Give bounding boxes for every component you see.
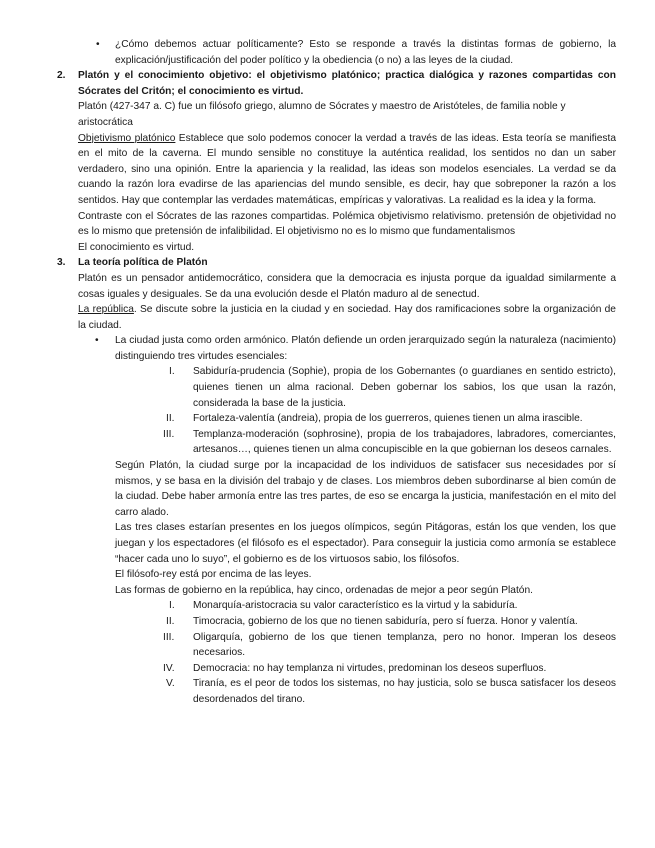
bullet-marker: • — [96, 39, 100, 50]
virtue-item — [163, 427, 616, 458]
intro-bullet — [96, 37, 616, 68]
government-form-item — [169, 598, 616, 614]
roman-numeral: II. — [166, 615, 175, 627]
roman-numeral: III. — [163, 631, 175, 643]
filosofo-rey-line: El filósofo-rey está por encima de las leyes. — [115, 569, 312, 581]
plato-bio: Platón (427-347 a. C) fue un filósofo griego, alumno de Sócrates y maestro de Aristóteles, de familia noble y aristocrática — [78, 101, 566, 128]
origen-ciudad-paragraph: Según Platón, la ciudad surge por la incapacidad de los individuos de satisfacer sus necesidades por sí mismos, y se basa en la división del trabajo y de clases. Los miembros deben subordinarse al bien común de la ciudad. Debe haber armonía entre las tres partes, de eso se encarga la justicia, manifestación en el mito del carro alado. — [115, 460, 616, 518]
bullet-text: La ciudad justa como orden armónico. Platón defiende un orden jerarquizado según la naturaleza (nacimiento) distinguiendo tres virtudes esenciales: — [115, 335, 616, 362]
section-number: 2. — [57, 70, 66, 82]
government-form-text: Monarquía-aristocracia su valor característico es la virtud y la sabiduría. — [193, 600, 518, 612]
ciudad-justa-bullet — [95, 333, 616, 364]
roman-numeral: V. — [166, 678, 175, 690]
objetivismo-text: Establece que solo podemos conocer la verdad a través de las ideas. Esta teoría se manifiesta en el mito de la caverna. El mundo sensible no constituye la auténtica realidad, los sentidos no dan un saber verdadero, sino una opinión. Entre la apariencia y la realidad, las ideas son modelos esenciales. La verdad se da cuando la razón lora evadirse de las apariencias del mundo sensible, es decir, hay que sobreponer la razón a los sentidos. Hay que contemplar las verdades matemáticas, empíricas y valorativas. La realidad es la idea y la forma. — [78, 132, 616, 206]
republica-text: . Se discute sobre la justicia en la ciudad y en sociedad. Hay dos ramificaciones sobre la organización de la ciudad. — [78, 304, 616, 331]
virtue-item — [169, 364, 616, 411]
virtue-text: Sabiduría-prudencia (Sophie), propia de los Gobernantes (o guardianes en sentido estricto), quienes tienen un alma racional. Deben gobernar los sabios, los que usan la razón, considerada la base de la justicia. — [193, 366, 616, 409]
section-number: 3. — [57, 257, 66, 269]
objetivismo-paragraph — [78, 131, 616, 209]
heading-text: La teoría política de Platón — [78, 257, 208, 269]
roman-numeral: II. — [166, 413, 175, 425]
heading-text: Platón y el conocimiento objetivo: el objetivismo platónico; practica dialógica y razones compartidas con Sócrates del Critón; el conocimiento es virtud. — [78, 70, 616, 97]
section-3-heading — [57, 255, 616, 271]
roman-numeral: III. — [163, 428, 175, 440]
bullet-text: ¿Cómo debemos actuar políticamente? Esto se responde a través la distintas formas de gobierno, la explicación/justificación del poder político y la obediencia (o no) a las leyes de la ciudad. — [115, 39, 616, 66]
government-form-text: Timocracia, gobierno de los que no tienen sabiduría, pero sí fuerza. Honor y valentía. — [193, 615, 578, 627]
roman-numeral: I. — [169, 366, 175, 378]
contraste-paragraph: Contraste con el Sócrates de las razones compartidas. Polémica objetivismo relativismo. pretensión de objetividad no es lo mismo que pretensión de infalibilidad. El objetivismo no es lo mismo que fundamentalismos — [78, 210, 616, 238]
roman-numeral: IV. — [163, 662, 175, 674]
government-form-item — [163, 630, 616, 661]
tres-clases-paragraph: Las tres clases estarían presentes en los juegos olímpicos, según Pitágoras, están los que venden, los que juegan y los espectadores (el filósofo es el espectador). Para conseguir la justicia como armonía se establece “hacer cada uno lo suyo”, el gobierno es de los virtuosos sabio, los filósofos. — [115, 522, 616, 565]
government-form-text: Democracia: no hay templanza ni virtudes, predominan los deseos superfluos. — [193, 662, 547, 674]
government-form-item — [166, 614, 616, 630]
roman-numeral: I. — [169, 600, 175, 612]
formas-gobierno-intro: Las formas de gobierno en la república, hay cinco, ordenadas de mejor a peor según Platón. — [115, 584, 533, 596]
government-form-item — [166, 676, 616, 707]
government-form-text: Oligarquía, gobierno de los que tienen templanza, pero no honor. Imperan los deseos necesarios. — [193, 631, 616, 659]
section-2-heading — [57, 68, 616, 99]
virtue-text: Fortaleza-valentía (andreia), propia de los guerreros, quienes tienen un alma irascible. — [193, 413, 583, 425]
virtud-line: El conocimiento es virtud. — [78, 241, 195, 253]
objetivismo-label: Objetivismo platónico — [78, 132, 176, 144]
government-form-text: Tiranía, es el peor de todos los sistemas, no hay justicia, solo se busca satisfacer los deseos desordenados del tirano. — [193, 678, 616, 705]
government-form-item — [163, 661, 616, 677]
virtue-item — [166, 411, 616, 427]
republica-paragraph — [78, 302, 616, 333]
bullet-marker: • — [95, 335, 99, 347]
antidemocratic-paragraph: Platón es un pensador antidemocrático, considera que la democracia es injusta porque da igualdad similarmente a cosas iguales y desiguales. Se da una evolución desde el Platón maduro al de senectud. — [78, 272, 616, 300]
document-page — [0, 37, 655, 708]
virtue-text: Templanza-moderación (sophrosine), propia de los trabajadores, labradores, comerciantes, artesanos…, quienes tienen un alma concupiscible en la que gobiernan los deseos carnales. — [193, 428, 616, 456]
republica-label: La república — [78, 304, 134, 316]
